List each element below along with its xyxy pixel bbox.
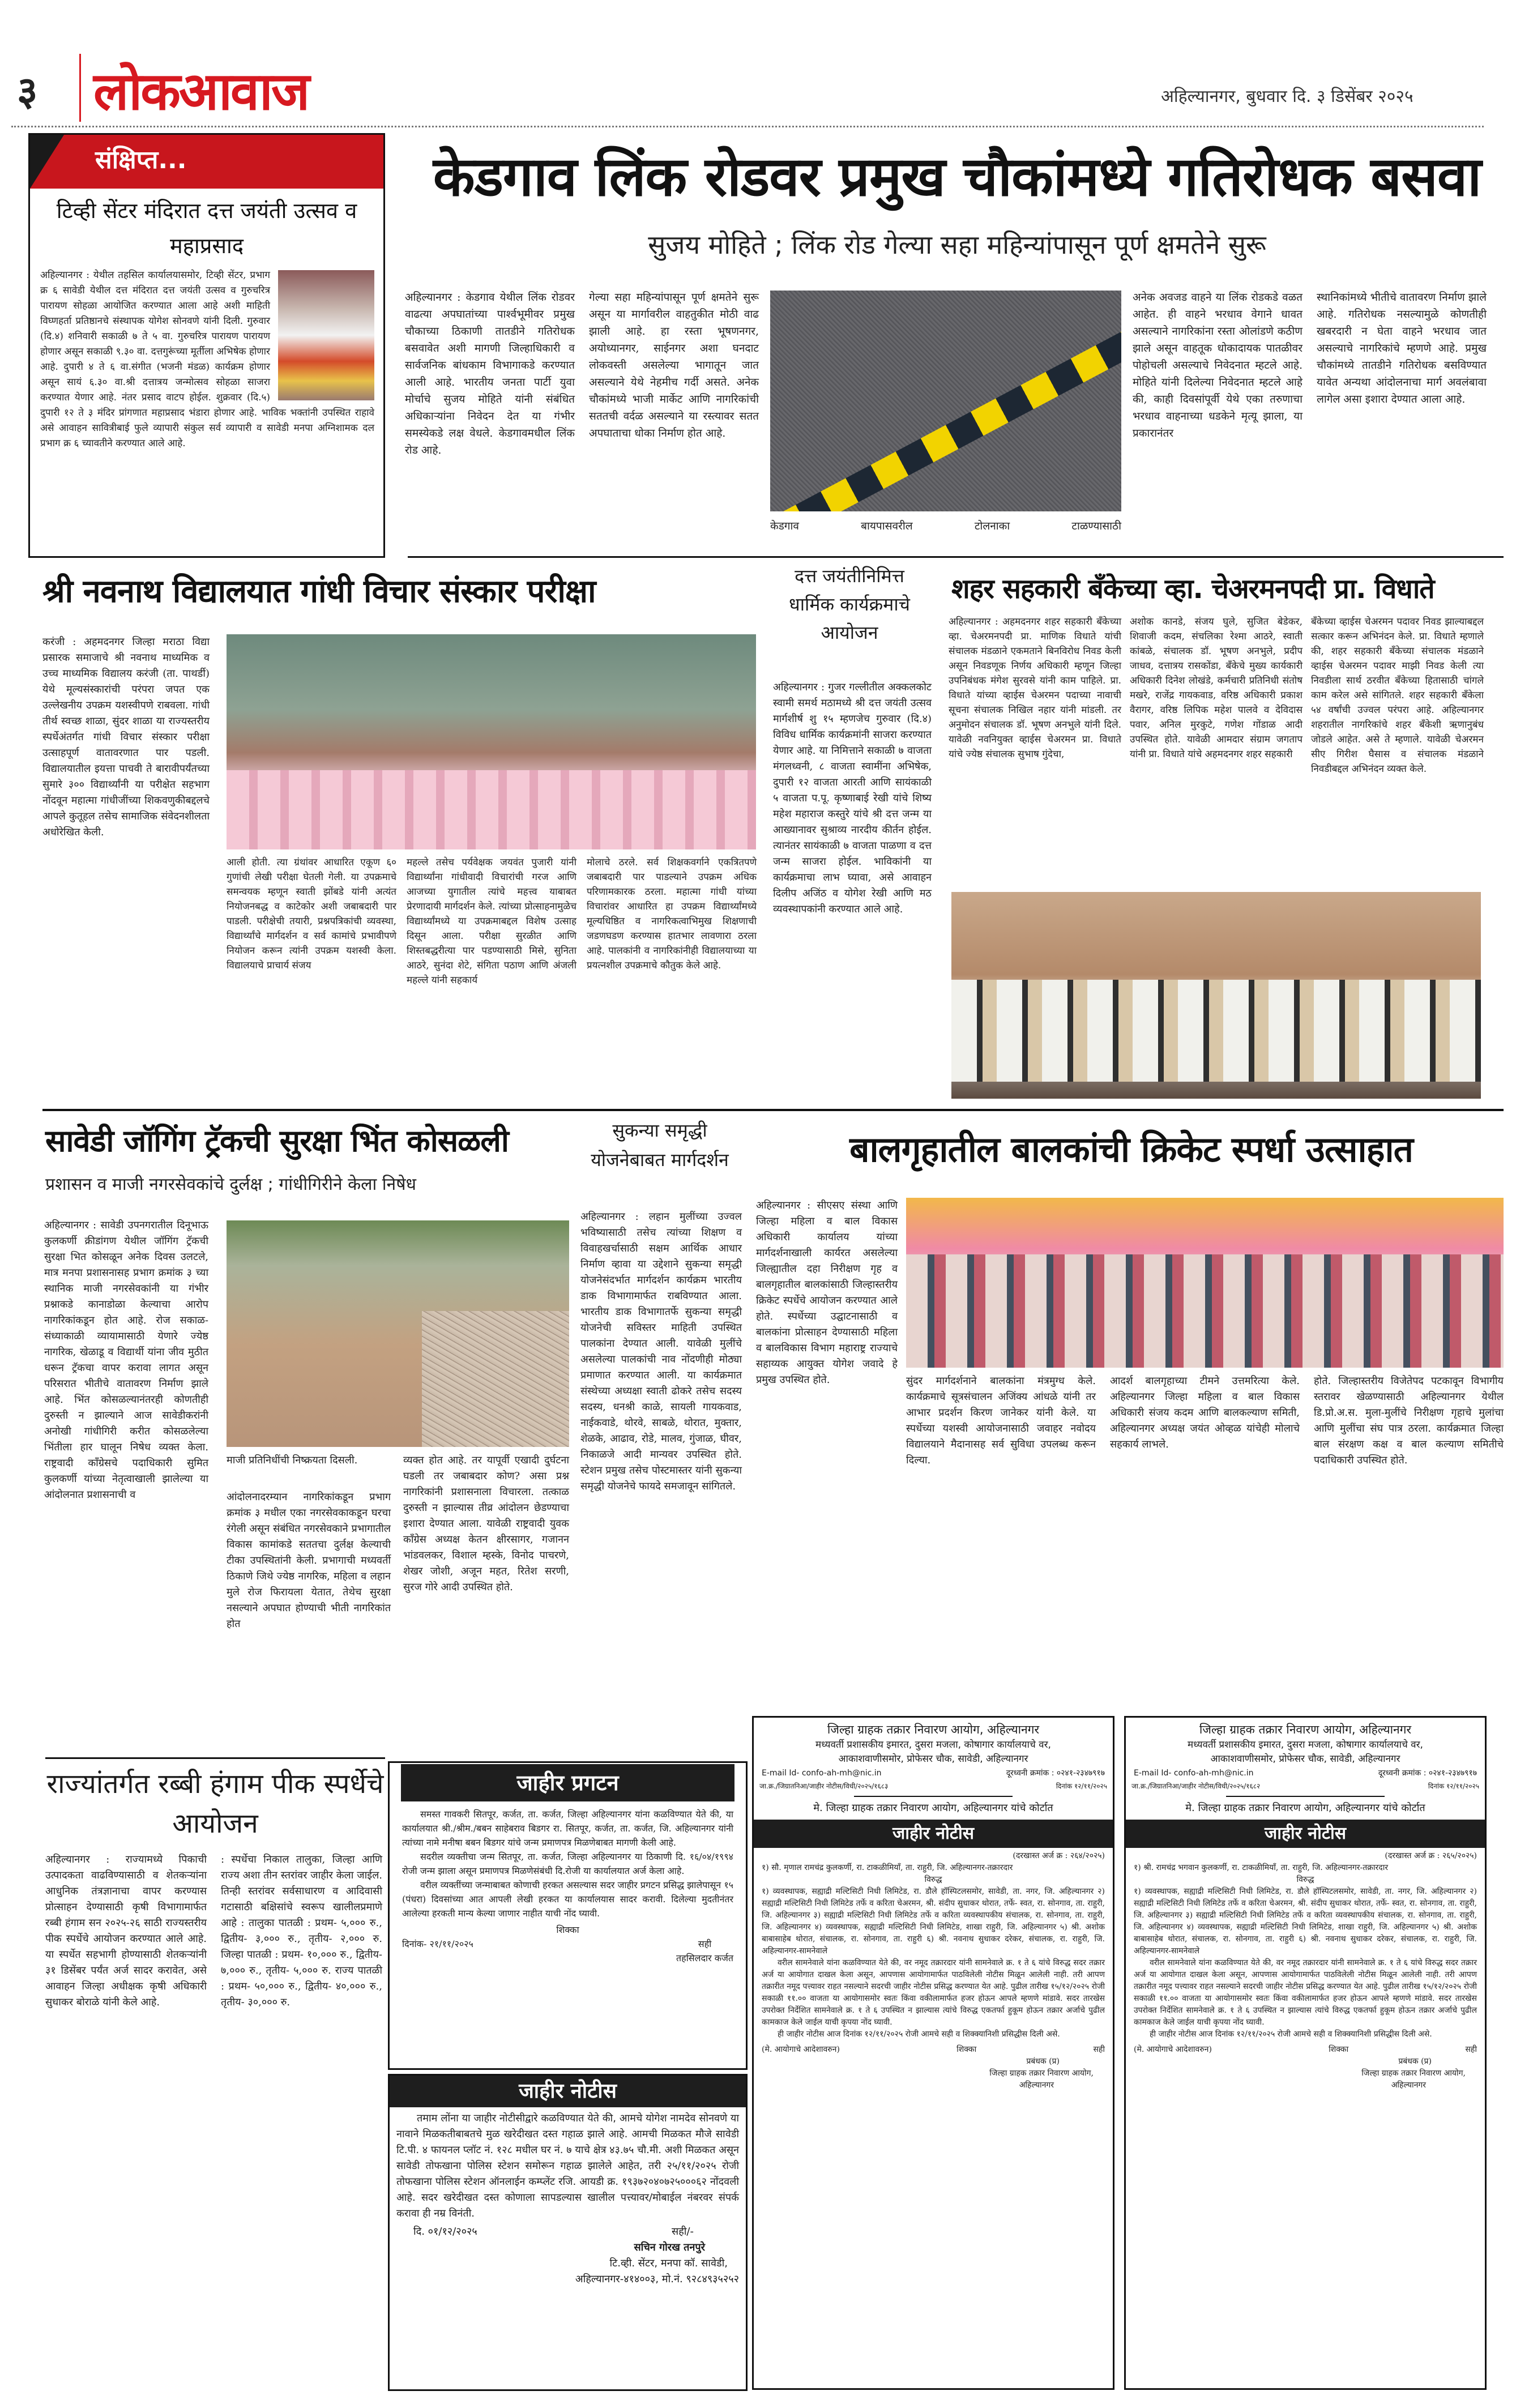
- court-notice-1-court: मे. जिल्हा ग्राहक तक्रार निवारण आयोग, अहिल्यानगर यांचे कोर्टात: [813, 1802, 1053, 1814]
- notice-pragatan-para-1: समस्त गावकरी सितपूर, कर्जत, ता. कर्जत, जिल्हा अहिल्यानगर यांना कळविण्यात येते की, या कार्यालयात श्री./श्रीम./बबन साहेबराव बिडगर रा. सितपूर, कर्जत, ता. कर्जत, जि. अहिल्यानगर यांनी त्यांच्या नामे मनीषा बबन बिडगर यांचे जन्म प्रमाणपत्र मिळणेबाबत मागणी केली आहे.: [402, 1809, 733, 1848]
- notice-pragatan-title: जाहीर प्रगटन: [401, 1764, 734, 1801]
- court-notice-1-divider: [854, 1796, 1013, 1797]
- bank-headline: शहर सहकारी बँकेच्या व्हा. चेअरमनपदी प्रा. विधाते: [951, 573, 1434, 605]
- court-notice-2-designation: प्रबंधक (प्र): [1398, 2057, 1432, 2066]
- speed-breaker-stripes: [771, 327, 1121, 511]
- brand-logo: लोकआवाज: [93, 61, 309, 122]
- notice-pragatan-signatory: तहसिलदार कर्जत: [676, 1953, 733, 1963]
- court-notice-2-phone: दूरध्वनी क्रमांक : ०२४१-२३४७९१७: [1378, 1769, 1477, 1778]
- notice-lost-box: [388, 2074, 748, 2391]
- brief-banner: [30, 135, 383, 189]
- rule-rabbi-top: [45, 1757, 385, 1759]
- notice-lost-footer: [390, 2222, 746, 2287]
- lead-col-2: गेल्या सहा महिन्यांपासून पूर्ण क्षमतेने सुरू असून या मार्गावरील वाहतुकीत मोठी वाढ झाली आहे. हा रस्ता भूषणनगर, अयोध्यानगर, साईनगर अशा घनदाट लोकवस्ती असलेल्या भागातून जात असल्याने येथे नेहमीच गर्दी असते. अनेक चौकांमध्ये भाजी मार्केट आणि नागरिकांची सततची वर्दळ असल्याने या रस्त्यावर सतत अपघाताचा धोका निर्माण होत आहे.: [589, 291, 759, 439]
- jogging-subheadline: प्रशासन व माजी नगरसेवकांचे दुर्लक्ष ; गांधीगिरीने केला निषेध: [45, 1175, 416, 1194]
- court-notice-1-authority: जिल्हा ग्राहक तक्रार निवारण आयोग,: [989, 2069, 1094, 2078]
- cricket-team-photo: [906, 1198, 1504, 1368]
- jogging-col-1: अहिल्यानगर : सावेडी उपनगरातील दिनूभाऊ कुलकर्णी क्रीडांगण येथील जॉगिंग ट्रॅकची सुरक्षा भित कोसळून अनेक दिवस उलटले, मात्र मनपा प्रशासनासह प्रभाग क्रमांक ३ च्या स्थानिक माजी नगरसेवकांनी या गंभीर प्रश्नाकडे कानाडोळा केल्याचा आरोप नागरिकांकडून होत आहे. रोज सकाळ-संध्याकाळी व्यायामासाठी येणारे ज्येष्ठ नागरिक, खेळाडू व विद्यार्थी यांना जीव मुठीत धरून ट्रॅकचा वापर करावा लागत असून परिसरात भीतीचे वातावरण निर्माण झाले आहे. भिंत कोसळल्यानंतरही कोणतीही दुरुस्ती न झाल्याने आज सावेडीकरांनी अनोखी गांधीगिरी करीत कोसळलेल्या भिंतीला हार घालून निषेध व्यक्त केला. राष्ट्रवादी काँग्रेसचे पदाधिकारी सुमित कुलकर्णी यांच्या नेतृत्वाखाली झालेल्या या आंदोलनात प्रशासनाची व: [44, 1219, 208, 1501]
- masthead-rule: [11, 126, 1484, 127]
- notice-pragatan-para-2: सदरील व्यक्तीचा जन्म सितपूर, ता. कर्जत, जिल्हा अहिल्यानगर या ठिकाणी दि. १६/०४/१९९४ रोजी जन्म झाला असून प्रमाणपत्र मिळणेसंबंधी दि.रोजी या कार्यालयात अर्ज केला आहे.: [402, 1851, 733, 1876]
- court-notice-2-complainant: १) श्री. रामचंद्र भगवान कुलकर्णी, रा. टाकळीमियाँ, ता. राहुरी, जि. अहिल्यानगर-तक्रारदार: [1134, 1863, 1389, 1872]
- court-notice-2-address-1: मध्यवर्ती प्रशासकीय इमारत, दुसरा मजला, कोषागार कार्यालयाचे वर,: [1188, 1739, 1423, 1751]
- court-notice-2-divider: [1226, 1796, 1385, 1797]
- court-notice-2-authority: जिल्हा ग्राहक तक्रार निवारण आयोग,: [1361, 2069, 1466, 2078]
- court-notice-1-complainant: १) सौ. मृणाल रामचंद्र कुलकर्णी, रा. टाकळीमियाँ, ता. राहुरी, जि. अहिल्यानगर-तक्रारदार: [762, 1863, 1013, 1872]
- court-notice-2-title: जाहीर नोटीस: [1126, 1820, 1485, 1848]
- notice-pragatan-date: दिनांक- २१/११/२०२५: [402, 1939, 473, 1949]
- court-notice-1-ref: जा.क्र./जिग्रातनिआ/जाहीर नोटीस/विधी/२०२५/१६८३: [759, 1782, 889, 1790]
- brief-body: अहिल्यानगर : येथील तहसिल कार्यालयासमोर, टिव्ही सेंटर, प्रभाग क्र ६ सावेडी येथील दत्त मंदिरात दत्त जयंती उत्सव व गुरुचरित्र पारायण सोहळा आयोजित करण्यात आला आहे अशी माहिती विघ्णहर्ता प्रतिष्ठानचे संस्थापक योगेश सोनवणे यांनी दिली. गुरुवार (दि.४) शनिवारी सकाळी ७ ते ५ वा. गुरुचरित्र पारायण पारायण होणार असून सकाळी ९.३० वा. दत्तगुरूंच्या मूर्तीला अभिषेक होणार आहे. दुपारी ४ ते ६ वा.संगीत (भजनी मंडळ) कार्यक्रम होणार असून सायं ६.३० वा.श्री दत्तात्रय जन्मोत्सव सोहळा साजरा करण्यात येणार आहे. नंतर प्रसाद वाटप होईल. शुक्रवार (दि.५) दुपारी १२ ते ३ मंदिर प्रांगणात महाप्रसाद भंडारा होणार आहे. भाविक भक्तांनी उपस्थित राहावे असे आवाहन सावित्रीबाई फुले व्यापारी संकुल सर्व व्यापारी व सावेडी मनपा अग्निशामक दल प्रभाग क्र ६ च्यावतीने करण्यात आले आहे.: [40, 270, 374, 449]
- datta-headline: दत्त जयंतीनिमित्त धार्मिक कार्यक्रमाचे आयोजन: [789, 565, 910, 643]
- court-notice-1-email: E-mail Id- confo-ah-mh@nic.in: [762, 1769, 882, 1778]
- sukanya-headline: सुकन्या समृद्धी योजनेबाबत मार्गदर्शन: [591, 1120, 729, 1171]
- brief-content: [30, 263, 383, 451]
- notice-lost-daterow: [396, 2224, 739, 2240]
- court-notice-2-address-2: आकाशवाणीसमोर, प्रोफेसर चौक, सावेडी, अहिल्यानगर: [1210, 1753, 1400, 1765]
- court-notice-2-contact: [1126, 1766, 1485, 1780]
- court-notice-2: [1124, 1716, 1487, 2390]
- court-notice-2-sign: सही: [1465, 2045, 1477, 2054]
- rabbi-headline: राज्यांतर्गत रब्बी हंगाम पीक स्पर्धेचे आयोजन: [46, 1768, 384, 1839]
- court-notice-2-city: अहिल्यानगर: [1391, 2081, 1426, 2090]
- court-notice-2-respondents: १) व्यवस्थापक, सह्याद्री मल्टिसिटी निधी लिमिटेड, रा. डौले हॉस्पिटलसमोर, सावेडी, ता. नगर, जि. अहिल्यानगर २) सह्याद्री मल्टिसिटी निधी लिमिटेड तर्फे व करिता चेअरमन, श्री. संदीप सुधाकर थोरात, तर्फे- स्वत, रा. सोनगाव, ता. राहुरी, जि. अहिल्यानगर ३) सह्याद्री मल्टिसिटी निधी लिमिटेड तर्फे व करिता व्यवस्थापकीय संचालक, रा. सोनगाव, ता. राहुरी, जि. अहिल्यानगर ४) व्यवस्थापक, सह्याद्री मल्टिसिटी निधी लिमिटेड, शाखा राहुरी, जि. अहिल्यानगर ५) श्री. अशोक बाबासाहेब थोरात, संचालक, रा. सोनगाव, ता. राहुरी ६) श्री. नवनाथ सुधाकर दरेकर, संचालक, रा. राहुरी, जि. अहिल्यानगर-सामनेवाले: [1134, 1887, 1477, 1956]
- banner-wedge: [30, 135, 64, 189]
- court-notice-1-signrow: [762, 2044, 1105, 2056]
- jogging-col-3: व्यक्त होत आहे. तर यापूर्वी एखादी दुर्घटना घडली तर जबाबदार कोण? असा प्रश्न नागरिकांनी प्रशासनाला विचारला. तत्काळ दुरुस्ती न झाल्यास तीव्र आंदोलन छेडण्याचा इशारा देण्यात आला. यावेळी राष्ट्रवादी युवक कॉंग्रेस अध्यक्ष केतन क्षीरसागर, गजानन भांडवलकर, विशाल म्हस्के, विनोद पाचरणे, शेखर जोशी, अजून महत, रितेश सरणी, सुरज गोरे आदी उपस्थित होते.: [403, 1454, 569, 1593]
- people-row: [951, 980, 1481, 1082]
- school-col-1: करंजी : अहमदनगर जिल्हा मराठा विद्या प्रसारक समाजाचे श्री नवनाथ माध्यमिक व उच्च माध्यमिक विद्यालय करंजी (ता. पाथर्डी) येथे मूल्यसंस्कारांची परंपरा जपत एक उल्लेखनीय उपक्रम यशस्वीपणे राबवला. गांधी तीर्थ स्वच्छ शाळा, सुंदर शाळा या राज्यस्तरीय स्पर्धेअंतर्गत गांधी विचार संस्कार परीक्षा उत्साहपूर्ण वातावरणात पार पडली. विद्यालयातील इयत्ता पाचवी ते बारावीपर्यंतच्या सुमारे ३०० विद्यार्थ्यांनी या परीक्षेत सहभाग नोंदवून महात्मा गांधीजींच्या शिकवणुकीबद्दलचे आपले कुतूहल तसेच सामाजिक संवेदनशीलता अधोरेखित केली.: [42, 636, 210, 838]
- page-number: ३: [17, 68, 38, 114]
- notice-pragatan-footer: [390, 1920, 746, 1965]
- masthead-divider: [79, 54, 81, 122]
- court-notice-1-case-no: (दरखास्त अर्ज क्र : २६४/२०२५): [1013, 1851, 1105, 1860]
- court-notice-1-refline: [754, 1780, 1113, 1792]
- rule-middle: [42, 1109, 1504, 1111]
- school-col-4: मोलाचे ठरले. सर्व शिक्षकवर्गाने एकत्रितपणे जबाबदारी पार पाडल्याने उपक्रम अधिक परिणामकारक ठरला. महात्मा गांधी यांच्या विचारांवर आधारित हा उपक्रम विद्यार्थ्यांमध्ये मूल्यधिष्ठित व नागरिकत्वाभिमुख शिक्षणाची जडणघडण करण्यास हातभार लावणारा ठरला आहे. पालकांनी व नागरिकांनीही विद्यालयाच्या या प्रयत्नशील उपक्रमाचे कौतुक केले आहे.: [587, 857, 757, 971]
- jogging-col-2: आंदोलनादरम्यान नागरिकांकडून प्रभाग क्रमांक ३ मधील एका नगरसेवकाकडून घरचा रंगेली असून संबंधित नगरसेवकाने प्रभागातील विकास कामांकडे सततचा दुर्लक्ष केल्याची टीका उपस्थितांनी केली. प्रभागाची मध्यवर्ती ठिकाणे जिथे ज्येष्ठ नागरिक, महिला व लहान मुले रोज फिरायला येतात, तेथेच सुरक्षा नसल्याने अपघात होण्याची भीती नागरिकांत होत: [227, 1491, 391, 1630]
- lead-subheadline: सुजय मोहिते ; लिंक रोड गेल्या सहा महिन्यांपासून पूर्ण क्षमतेने सुरू: [648, 229, 1266, 260]
- court-notice-2-case-no: (दरखास्त अर्ज क्र : २६५/२०२५): [1385, 1851, 1477, 1860]
- court-notice-2-ref-date: दिनांक १२/११/२०२५: [1428, 1782, 1479, 1790]
- brief-banner-label: संक्षिप्त...: [95, 146, 187, 174]
- court-notice-2-refline: [1126, 1780, 1485, 1792]
- notice-pragatan-sign: सही: [698, 1939, 712, 1949]
- rabbi-col-2: : स्पर्धेचा निकाल तालुका, जिल्हा आणि राज्य अशा तीन स्तरांवर जाहीर केला जाईल. तिन्ही स्तरांवर सर्वसाधारण व आदिवासी गटासाठी बक्षिसांचे स्वरूप खालीलप्रमाणे आहे : तालुका पातळी : प्रथम- ५,००० रु., द्वितीय- ३,००० रु., तृतीय- २,००० रु. जिल्हा पातळी : प्रथम- १०,००० रु., द्वितीय- ७,००० रु., तृतीय- ५,००० रु. राज्य पातळी : प्रथम- ५०,००० रु., द्वितीय- ४०,००० रु., तृतीय- ३०,००० रु.: [221, 1854, 382, 2008]
- notice-lost-date: दि. ०१/१२/२०२५: [413, 2226, 477, 2238]
- court-notice-1-ref-date: दिनांक १२/११/२०२५: [1056, 1782, 1107, 1790]
- speed-breaker-photo: [770, 291, 1121, 511]
- lead-photo-caption: केडगाव बायपासवरील टोलनाका टाळण्यासाठी: [770, 520, 1121, 532]
- sukanya-body: अहिल्यानगर : लहान मुलींच्या उज्वल भविष्यासाठी तसेच त्यांच्या शिक्षण व विवाहखर्चासाठी सक्षम आर्थिक आधार निर्माण व्हावा या उद्देशाने सुकन्या समृद्धी योजनेसंदर्भात मार्गदर्शन कार्यक्रम भारतीय डाक विभागामार्फत राबविण्यात आला. भारतीय डाक विभागातर्फे सुकन्या समृद्धी योजनेची सविस्तर माहिती उपस्थित पालकांना देण्यात आली. यावेळी मुलींचे असलेल्या पालकांची नाव नोंदणीही मोठ्या प्रमाणात करण्यात आली. या कार्यक्रमात संस्थेच्या अध्यक्षा स्वाती ढोकरे तसेच सदस्य सदस्य, धनश्री काळे, सायली गायकवाड, नाईकवाडे, थोरवे, साबळे, थोरात, मुक्तार, शेळके, आढाव, रोडे, मालव, गुंजाळ, घीवर, निकाळजे आदी मान्यवर उपस्थित होते. स्टेशन प्रमुख तसेच पोस्टमास्तर यांनी सुकन्या समृद्धी योजनेचे फायदे समजावून सांगितले.: [580, 1211, 742, 1492]
- court-notice-1: [752, 1716, 1114, 2390]
- jogging-photo-caption: माजी प्रतिनिधींची निष्क्रयता दिसली.: [227, 1454, 358, 1466]
- notice-lost-title: जाहीर नोटीस: [390, 2076, 746, 2107]
- court-notice-1-versus: विरुद्ध: [924, 1875, 942, 1884]
- court-notice-2-ref: जा.क्र./जिग्रातनिआ/जाहीर नोटीस/विधी/२०२५/१६८२: [1131, 1782, 1261, 1790]
- cricket-headline: बालगृहातील बालकांची क्रिकेट स्पर्धा उत्साहात: [849, 1129, 1413, 1170]
- cricket-col-1: अहिल्यानगर : सीएसए संस्था आणि जिल्हा महिला व बाल विकास अधिकारी कार्यालय यांच्या मार्गदर्शनाखाली कार्यरत असलेल्या जिल्ह्यातील दहा निरीक्षण गृह व बालगृहातील बालकांसाठी जिल्हास्तरीय क्रिकेट स्पर्धेचे आयोजन करण्यात आले होते. स्पर्धेच्या उद्घाटनासाठी व बालकांना प्रोत्साहन देण्यासाठी महिला व बालविकास विभाग महाराष्ट्र राज्याचे सहाय्यक आयुक्त योगेश जवादे हे प्रमुख उपस्थित होते.: [756, 1199, 898, 1386]
- bank-col-2: अशोक कानडे, संजय घुले, सुजित बेडेकर, शिवाजी कदम, संचलिका रेश्मा आठरे, स्वाती कांबळे, संचालक डॉ. भूषण अनभुले, प्रदीप जाधव, दत्तात्रय रासकोंडा, बँकेचे मुख्य कार्यकारी अधिकारी दिनेश लोखंडे, कर्मचारी प्रतिनिधी संतोष मखरे, राजेंद्र गायकवाड, वरिष्ठ अधिकारी प्रकाश वैरागर, वरिष्ठ लिपिक महेश पालवे व देविदास पवार, अनिल मुरकुटे, गणेश गोंडाळ आदी उपस्थित होते. यावेळी आमदार संग्राम जगताप यांनी प्रा. विधाते यांचे अहमदनगर शहर सहकारी: [1130, 616, 1303, 760]
- jogging-track-photo: [227, 1220, 569, 1447]
- notice-pragatan-para-3: वरील व्यक्तींच्या जन्माबाबत कोणाची हरकत असल्यास सदर जाहीर प्रगटन प्रसिद्ध झालेपासून १५ (पंधरा) दिवसांच्या आत आपली लेखी हरकत या कार्यालयास सादर करावी. दिलेल्या मुदतीनंतर आलेल्या हरकती मान्य केल्या जाणार नाहीत याची नोंद घ्यावी.: [402, 1880, 733, 1919]
- court-notice-1-phone: दूरध्वनी क्रमांक : ०२४१-२३४७९१७: [1006, 1769, 1105, 1778]
- court-notice-2-office: जिल्हा ग्राहक तक्रार निवारण आयोग, अहिल्यानगर: [1199, 1723, 1412, 1736]
- brief-box: [28, 133, 385, 558]
- court-notice-1-address-2: आकाशवाणीसमोर, प्रोफेसर चौक, सावेडी, अहिल्यानगर: [838, 1753, 1028, 1765]
- court-notice-2-seal: शिक्का: [1329, 2045, 1349, 2054]
- lead-col-3: अनेक अवजड वाहने या लिंक रोडकडे वळत आहेत. ही वाहने भरधाव वेगाने धावत असल्याने नागरिकांना रस्ता ओलांडणे कठीण झाले असून वाहतूक धोकादायक पातळीवर पोहोचली असल्याचे निवेदनात म्हटले आहे. मोहिते यांनी दिलेल्या निवेदनात म्हटले आहे की, काही दिवसांपूर्वी येथे एका तरुणाचा भरधाव वाहनाच्या धडकेने मृत्यू झाला, या प्रकारानंतर: [1133, 291, 1303, 439]
- datta-idol-photo: [278, 270, 374, 400]
- cricket-col-3: आदर्श बालगृहाच्या टीमने उत्तमरित्या केले. अहिल्यानगर जिल्हा महिला व बाल विकास अधिकारी संजय कदम आणि बालकल्याण समिती, अहिल्यानगर अध्यक्ष जयंत ओव्हळ यांचेही मोलाचे सहकार्य लाभले.: [1110, 1375, 1300, 1450]
- court-notice-1-office: जिल्हा ग्राहक तक्रार निवारण आयोग, अहिल्यानगर: [827, 1723, 1040, 1736]
- bank-felicitation-photo: [951, 892, 1481, 1099]
- court-notice-1-address-1: मध्यवर्ती प्रशासकीय इमारत, दुसरा मजला, कोषागार कार्यालयाचे वर,: [815, 1739, 1051, 1751]
- court-notice-1-order: (मे. आयोगाचे आदेशावरुन): [762, 2045, 840, 2054]
- notice-pragatan-box: [388, 1761, 748, 2070]
- court-notice-1-city: अहिल्यानगर: [1019, 2081, 1054, 2090]
- notice-lost-address-2: अहिल्यानगर-४१४००३, मो.नं. ९२८४९३५२५२: [575, 2273, 739, 2285]
- cricket-col-2: सुंदर मार्गदर्शनाने बालकांना मंत्रमुग्ध केले. कार्यक्रमाचे सूत्रसंचालन अजिंक्य आंधळे यांनी तर आभार प्रदर्शन किरण जानेकर यांनी केले. या स्पर्धेच्या यशस्वी आयोजनासाठी जवाहर नवोदय विद्यालयाने मैदानासह सर्व सुविधा उपलब्ध करून दिल्या.: [906, 1375, 1096, 1466]
- jogging-headline: सावेडी जॉगिंग ट्रॅकची सुरक्षा भिंत कोसळली: [45, 1123, 509, 1159]
- court-notice-2-body: वरील सामनेवाले यांना कळविण्यात येते की, वर नमूद तक्रारदार यांनी सामनेवाले क्र. १ ते ६ यांचे विरुद्ध सदर तक्रार अर्ज या आयोगात दाखल केला असून, आपणास आयोगामार्फत पाठविलेली नोटीस मिळून आलेली नाही. तरी आपण तक्रारीत नमूद पत्त्यावर राहत नसल्याने सदरची जाहीर नोटीस प्रसिद्ध करण्यात येत आहे. पुढील तारीख १५/१२/२०२५ रोजी सकाळी ११.०० वाजता या आयोगासमोर स्वतः किंवा वकीलामार्फत हजर होऊन आपले म्हणणे मांडावे. सदर तारखेस उपरोक्त निर्देशित सामनेवाले क्र. १ ते ६ उपस्थित न झाल्यास त्यांचे विरुद्ध एकतर्फा हुकूम होऊन तक्रार अर्जाचे पुढील कामकाज केले जाईल याची कृपया नोंद घ्यावी.: [1134, 1958, 1477, 2027]
- court-notice-2-order: (मे. आयोगाचे आदेशावरुन): [1134, 2045, 1212, 2054]
- court-notice-2-versus: विरुद्ध: [1296, 1875, 1314, 1884]
- lead-col-1: अहिल्यानगर : केडगाव येथील लिंक रोडवर वाढत्या अपघातांच्या पार्श्वभूमीवर प्रमुख चौकाच्या ठिकाणी तातडीने गतिरोधक बसवावेत अशी मागणी जिल्हाधिकारी व सार्वजनिक बांधकाम विभागाकडे करण्यात आली आहे. भारतीय जनता पार्टी युवा मोर्चाचे सुजय मोहिते यांनी संबंधित अधिकाऱ्यांना निवेदन देत या गंभीर समस्येकडे लक्ष वेधले. केडगावमधील लिंक रोड आहे.: [405, 291, 575, 456]
- school-exam-photo: [227, 634, 756, 849]
- school-headline: श्री नवनाथ विद्यालयात गांधी विचार संस्कार परीक्षा: [42, 573, 596, 610]
- court-notice-2-content: [1126, 1848, 1485, 2091]
- court-notice-1-publish: ही जाहीर नोटीस आज दिनांक १२/११/२०२५ रोजी आमचे सही व शिक्क्यानिशी प्रसिद्धीस दिली असे.: [778, 2030, 1060, 2039]
- court-notice-2-publish: ही जाहीर नोटीस आज दिनांक १२/११/२०२५ रोजी आमचे सही व शिक्क्यानिशी प्रसिद्धीस दिली असे.: [1150, 2030, 1432, 2039]
- notice-pragatan-signblock: [676, 1937, 733, 1965]
- court-notice-1-content: [754, 1848, 1113, 2091]
- lead-headline: केडगाव लिंक रोडवर प्रमुख चौकांमध्ये गतिरोधक बसवा: [433, 145, 1481, 208]
- court-notice-2-court: मे. जिल्हा ग्राहक तक्रार निवारण आयोग, अहिल्यानगर यांचे कोर्टात: [1185, 1802, 1425, 1814]
- school-col-3: महल्ले तसेच पर्यवेक्षक जयवंत पुजारी यांनी विद्यार्थ्यांना गांधीवादी विचारांची गरज आणि आजच्या युगातील त्यांचे महत्त्व याबाबत प्रेरणादायी मार्गदर्शन केले. त्यांच्या प्रोत्साहनामुळेच विद्यार्थ्यांमध्ये या उपक्रमाबद्दल विशेष उत्साह दिसून आला. परीक्षा सुरळीत आणि शिस्तबद्धरीत्या पार पडण्यासाठी मिसे, सुनिता आठरे, सुनंदा शेटे, संगिता पठाण आणि अंजली महल्ले यांनी सहकार्य: [407, 857, 576, 986]
- notice-lost-address-1: टि.व्ही. सेंटर, मनपा कॉ. सावेडी,: [609, 2257, 728, 2269]
- court-notice-1-title: जाहीर नोटीस: [754, 1820, 1113, 1848]
- notice-pragatan-seal: शिक्का: [556, 1924, 579, 1935]
- court-notice-1-contact: [754, 1766, 1113, 1780]
- team-members-row: [906, 1254, 1504, 1368]
- rabbi-col-1: अहिल्यानगर : राज्यामध्ये पिकाची उत्पादकता वाढविण्यासाठी व शेतकऱ्यांना आधुनिक तंत्रज्ञानाचा वापर करण्यास प्रोत्साहन देण्यासाठी कृषी विभागामार्फत रब्बी हंगाम सन २०२५-२६ साठी राज्यस्तरीय पीक स्पर्धेचे आयोजन करण्यात आले आहे. या स्पर्धेत सहभागी होण्यासाठी शेतकऱ्यांनी ३१ डिसेंबर पर्यंत अर्ज सादर करावेत, असे आवाहन जिल्हा अधीक्षक कृषी अधिकारी सुधाकर बोराळे यांनी केले आहे.: [45, 1854, 207, 2008]
- notice-lost-sign: सही/-: [672, 2226, 694, 2238]
- court-notice-1-respondents: १) व्यवस्थापक, सह्याद्री मल्टिसिटी निधी लिमिटेड, रा. डौले हॉस्पिटलसमोर, सावेडी, ता. नगर, जि. अहिल्यानगर २) सह्याद्री मल्टिसिटी निधी लिमिटेड तर्फे व करिता चेअरमन, श्री. संदीप सुधाकर थोरात, तर्फे- स्वत, रा. सोनगाव, ता. राहुरी, जि. अहिल्यानगर ३) सह्याद्री मल्टिसिटी निधी लिमिटेड तर्फे व करिता व्यवस्थापकीय संचालक, रा. सोनगाव, ता. राहुरी, जि. अहिल्यानगर ४) व्यवस्थापक, सह्याद्री मल्टिसिटी निधी लिमिटेड, शाखा राहुरी, जि. अहिल्यानगर ५) श्री. अशोक बाबासाहेब थोरात, संचालक, रा. सोनगाव, ता. राहुरी ६) श्री. नवनाथ सुधाकर दरेकर, संचालक, रा. राहुरी, जि. अहिल्यानगर-सामनेवाले: [762, 1887, 1105, 1956]
- court-notice-1-body: वरील सामनेवाले यांना कळविण्यात येते की, वर नमूद तक्रारदार यांनी सामनेवाले क्र. १ ते ६ यांचे विरुद्ध सदर तक्रार अर्ज या आयोगात दाखल केला असून, आपणास आयोगामार्फत पाठविलेली नोटीस मिळून आलेली नाही. तरी आपण तक्रारीत नमूद पत्त्यावर राहत नसल्याने सदरची जाहीर नोटीस प्रसिद्ध करण्यात येत आहे. पुढील तारीख १५/१२/२०२५ रोजी सकाळी ११.०० वाजता या आयोगासमोर स्वतः किंवा वकीलामार्फत हजर होऊन आपले म्हणणे मांडावे. सदर तारखेस उपरोक्त निर्देशित सामनेवाले क्र. १ ते ६ उपस्थित न झाल्यास त्यांचे विरुद्ध एकतर्फा हुकूम होऊन तक्रार अर्जाचे पुढील कामकाज केले जाईल याची कृपया नोंद घ्यावी.: [762, 1958, 1105, 2027]
- notice-lost-name: सचिन गोरख तनपुरे: [634, 2242, 705, 2253]
- rule-lead-bottom: [408, 556, 1504, 558]
- cricket-col-4: होते. जिल्हास्तरीय विजेतेपद पटकावून विभागीय स्तरावर खेळण्यासाठी अहिल्यानगर येथील डि.प्रो.अ.स. मुला-मुलींचे निरीक्षण गृहाचे मुलांचा आणि मुलींचा संघ पात्र ठरला. कार्यक्रमात जिल्हा बाल संरक्षण कक्ष व बाल कल्याण समितीचे पदाधिकारी उपस्थित होते.: [1314, 1375, 1504, 1466]
- court-notice-2-email: E-mail Id- confo-ah-mh@nic.in: [1134, 1769, 1254, 1778]
- notice-pragatan-signrow: [402, 1937, 733, 1965]
- collapsed-wall-rubble: [422, 1311, 569, 1447]
- bank-col-1: अहिल्यानगर : अहमदनगर शहर सहकारी बँकेच्या व्हा. चेअरमनपदी प्रा. माणिक विधाते यांची संचालक मंडळाने एकमताने बिनविरोध निवड केली असून निवडणूक निर्णय अधिकारी म्हणून जिल्हा उपनिबंधक मंगेश सुरवसे यांनी काम पाहिले. प्रा. विधाते यांच्या व्हाईस चेअरमन पदाच्या नावाची सूचना संचालक निखिल नहार यांनी मांडली. तर अनुमोदन संचालक डॉ. भूषण अनभुले यांनी दिले. यावेळी नवनियुक्त व्हाईस चेअरमन प्रा. विधाते यांचे ज्येष्ठ संचालक सुभाष गुंदेचा,: [949, 616, 1121, 760]
- court-notice-1-designation: प्रबंधक (प्र): [1026, 2057, 1060, 2066]
- court-notice-2-signrow: [1134, 2044, 1477, 2056]
- notice-lost-body: तमाम लोंना या जाहीर नोटीसीद्वारे कळविण्यात येते की, आमचे योगेश नामदेव सोनवणे या नावाने मिळकतीबाबतचे मुळ खरेदीखत दस्त गहाळ झाले आहे. आमची मिळकत मौजे सावेडी टि.पी. ४ फायनल प्लॉट नं. १२८ मधील घर नं. ७ याचे क्षेत्र ४३.७५ चौ.मी. अशी मिळकत असून सावेडी तोफखाना पोलिस स्टेशन समोरून गहाळ झालेले आहेत, तरी २५/११/२०२५ रोजी तोफखाना पोलिस स्टेशन ऑनलाईन कम्प्लेंट रजि. आयडी क्र. १९३७२०४०७२५०००६२ नोंदवली आहे. सदर खरेदीखत दस्त कोणाला सापडल्यास खालील पत्त्यावर/मोबाईल नंबरवर संपर्क करावा ही नम्र विनंती.: [396, 2112, 739, 2219]
- court-notice-1-sign: सही: [1093, 2045, 1105, 2054]
- lead-col-4: स्थानिकांमध्ये भीतीचे वातावरण निर्माण झाले आहे. गतिरोधक नसल्यामुळे कोणतीही खबरदारी न घेता वाहने भरधाव जात असल्याचे नागरिकांचे म्हणणे आहे. प्रमुख चौकांमध्ये तातडीने गतिरोधक बसविण्यात यावेत अन्यथा आंदोलनाचा मार्ग अवलंबावा लागेल असा इशारा देण्यात आला आहे.: [1317, 291, 1487, 405]
- students-row: [227, 770, 756, 849]
- brief-title: टिव्ही सेंटर मंदिरात दत्त जयंती उत्सव व महाप्रसाद: [56, 198, 357, 258]
- school-col-2: आली होती. त्या ग्रंथांवर आधारित एकूण ६० गुणांची लेखी परीक्षा घेतली गेली. या उपक्रमाचे समन्वयक म्हणून स्वाती झोंबडे यांनी अत्यंत नियोजनबद्ध व काटेकोर अशी जबाबदारी पार पाडली. परीक्षेची तयारी, प्रश्नपत्रिकांची व्यवस्था, विद्यार्थ्यांचे मार्गदर्शन व सर्व कामांचे प्रभावीपणे नियोजन करून त्यांनी उपक्रम यशस्वी केला. विद्यालयाचे प्राचार्य संजय: [227, 857, 396, 971]
- court-notice-1-seal: शिक्का: [956, 2045, 977, 2054]
- bank-col-3: बँकेच्या व्हाईस चेअरमन पदावर निवड झाल्याबद्दल सत्कार करून अभिनंदन केले. प्रा. विधाते म्हणाले की, शहर सहकारी बँकेच्या संचालक मंडळाने व्हाईस चेअरमन पदावर माझी निवड केली त्या निवडीला सार्थ ठरवीत बँकेच्या हितासाठी चांगले काम करेल असे सांगितले. शहर सहकारी बँकेला ५४ वर्षांची उज्वल परंपरा आहे. अहिल्यानगर शहरातील नागरिकांचे शहर बँकेशी ऋणानुबंध जोडले आहेत. असे ते म्हणाले. यावेळी चेअरमन सीए गिरीश घैसास व संचालक मंडळाने निवडीबद्दल अभिनंदन व्यक्त केले.: [1311, 616, 1484, 775]
- notice-pragatan-body: [390, 1801, 746, 1920]
- dateline: अहिल्यानगर, बुधवार दि. ३ डिसेंबर २०२५: [1161, 87, 1413, 106]
- datta-body: अहिल्यानगर : गुजर गल्लीतील अक्कलकोट स्वामी समर्थ मठामध्ये श्री दत्त जयंती उत्सव मार्गशीर्ष शु १५ म्हणजेच गुरुवार (दि.४) विविध धार्मिक कार्यक्रमांनी साजरा करण्यात येणार आहे. या निमित्ताने सकाळी ७ वाजता मंगलध्वनी, ८ वाजता स्वामींना अभिषेक, दुपारी १२ वाजता आरती आणि सायंकाळी ५ वाजता प.पू. कृष्णाबाई रेखी यांचे शिष्य महेश महाराज कस्तुरे यांचे श्री दत्त जन्म या आख्यानावर सुश्राव्य नारदीय कीर्तन होईल. त्यानंतर सायंकाळी ७ वाजता पाळणा व दत्त जन्म साजरा होईल. भाविकांनी या कार्यक्रमाचा लाभ घ्यावा, असे आवाहन दिलीप अजिंठ व योगेश रेखी आणि मठ व्यवस्थापकांनी करण्यात आले आहे.: [773, 681, 932, 915]
